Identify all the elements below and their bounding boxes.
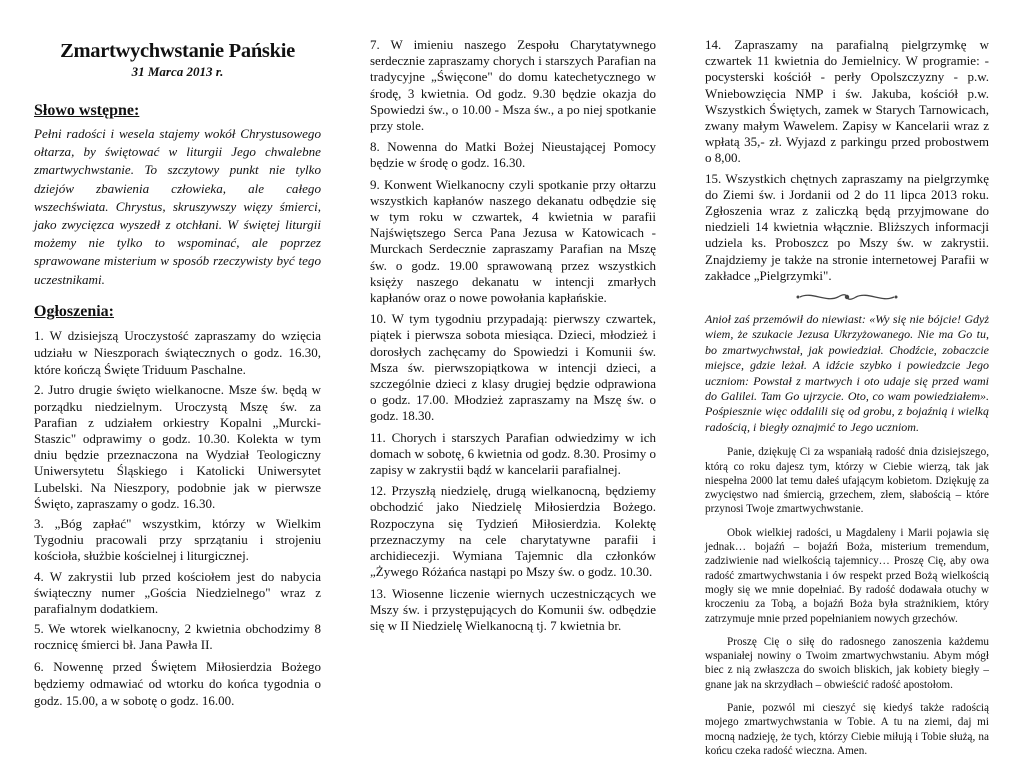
prayer-paragraph: Proszę Cię o siłę do radosnego zanoszenia każdemu wspaniałej nowiny o Twoim zmartwychwstaniu. Abym mógł biec z nią zwłaszcza do swoich bliskich, jak kobiety biegły – gnane jak na skrzydłach – obwieścić radość apostołom. <box>705 635 989 691</box>
announcement: 5. We wtorek wielkanocny, 2 kwietnia obchodzimy 8 rocznicę śmierci bł. Jana Pawła II. <box>34 621 321 653</box>
announcement: 4. W zakrystii lub przed kościołem jest do nabycia świąteczny numer „Gościa Niedzielnego" wraz z parafialnym dodatkiem. <box>34 568 321 617</box>
announcement: 15. Wszystkich chętnych zapraszamy na pielgrzymkę do Ziemi św. i Jordanii od 2 do 11 lipca 2013 roku. Zgłoszenia wraz z zaliczką będą przyjmowane do niedzieli 14 kwietnia włącznie. Bliższych informacji udziela ks. Proboszcz po Mszy św. w zakrystii. Znajdziemy je także na stronie internetowej Parafii w zakładce „Pielgrzymki". <box>705 170 989 283</box>
intro-heading: Słowo wstępne: <box>34 102 140 119</box>
announcement: 12. Przyszłą niedzielę, drugą wielkanocną, będziemy obchodzić jako Niedzielę Miłosierdzia Bożego. Rozpoczyna się Tydzień Miłosierdzia. Kolektę przeznaczymy na cele charytatywne parafii i archidiecezji. Wymiana Tajemnic dla członków „Żywego Różańca nastąpi po Mszy św. o godz. 10.30. <box>370 483 656 580</box>
announcement: 11. Chorych i starszych Parafian odwiedzimy w ich domach w sobotę, 6 kwietnia od godz. 8.30. Prosimy o zapisy w zakrystii bądź w kancelarii parafialnej. <box>370 429 656 478</box>
announcement: 14. Zapraszamy na parafialną pielgrzymkę w czwartek 11 kwietnia do Jemielnicy. W programie: - pocysterski kościół - perły Opolszczyzny - p.w. Wniebowzięcia NMP i św. Jakuba, kościół p.w. Wszystkich Świętych, zamek w Starych Tarnowicach, zwany małym Wawelem. Zapisy w Kancelarii wraz z wpłatą 35,- zł. Wyjazd z parkingu przed probostwem o 8,00. <box>705 37 989 166</box>
announcement: 13. Wiosenne liczenie wiernych uczestniczących we Mszy św. i przystępujących do Komunii św. odbędzie się w II Niedzielę Wielkanocną tj. 7 kwietnia br. <box>370 585 656 633</box>
announcement: 3. „Bóg zapłać" wszystkim, którzy w Wielkim Tygodniu pracowali przy sprzątaniu i strojeniu kościoła, służbie kościelnej i liturgicznej. <box>34 516 321 564</box>
announcement: 9. Konwent Wielkanocny czyli spotkanie przy ołtarzu wszystkich kapłanów naszego dekanatu odbędzie się w tym roku w czwartek, 4 kwietnia w parafii Najświętszego Serca Pana Jezusa w Katowicach - Murckach Serdecznie zapraszamy Parafian na Mszę św. o godz. 19.00 sprawowaną przez wszystkich księży naszego dekanatu w intencji zmarłych kapłanów oraz o nowe powołania kapłańskie. <box>370 176 656 306</box>
announcement: 7. W imieniu naszego Zespołu Charytatywnego serdecznie zapraszamy chorych i starszych Parafian na tradycyjne „Święcone" do domu katechetycznego w środę, 3 kwietnia. Od godz. 9.30 będzie okazja do Spowiedzi św., o 10.00 - Msza św., a po niej spotkanie przy stole. <box>370 37 656 134</box>
announcement: 1. W dzisiejszą Uroczystość zapraszamy do wzięcia udziału w Nieszporach świątecznych o godz. 16.30, które kończą Święte Triduum Paschalne. <box>34 327 321 378</box>
announcement: 8. Nowenna do Matki Bożej Nieustającej Pomocy będzie w środę o godz. 16.30. <box>370 139 656 171</box>
announcements-heading: Ogłoszenia: <box>34 302 114 320</box>
announcement: 2. Jutro drugie święto wielkanocne. Msze św. będą w porządku niedzielnym. Uroczystą Mszę św. za Parafian z udziałem orkiestry Kopalni „Murcki-Staszic" odprawimy o godz. 10.30. Kolekta w tym dniu będzie przeznaczona na Wydział Teologiczny Uniwersytetu Śląskiego i Katolicki Uniwersytet Lubelski. Na Nieszpory, podobnie jak w pierwsze Święto, zapraszamy o godz. 16.30. <box>34 382 321 511</box>
prayer-paragraph: Panie, pozwól mi cieszyć się kiedyś także radością mojego zmartwychwstania w Tobie. A tu na ziemi, daj mi mocną nadzieję, że tych, którzy Ciebie miłują i Tobie służą, na końcu czeka radość wieczna. Amen. <box>705 702 989 757</box>
ornament-divider-icon <box>705 290 989 309</box>
intro-text: Pełni radości i wesela stajemy wokół Chrystusowego ołtarza, by świętować w liturgii Jego chwalebne zmartwychwstanie. To szczytowy punkt nie tylko dziejów zbawienia człowieka, ale całego wszechświata. Chrystus, skruszywszy więzy śmierci, jako zwycięzca wyszedł z otchłani. W świętej liturgii możemy nie tylko to wspominać, ale poprzez sprawowane misterium w sposób rzeczywisty być tego uczestnikami. <box>34 126 321 287</box>
page-title: Zmartwychwstanie Pańskie <box>60 40 295 62</box>
prayer-paragraph: Obok wielkiej radości, u Magdaleny i Marii pojawia się jednak… bojaźń – bojaźń Boża, misterium tremendum, zadziwienie nad wielkością tajemnicy… Proszę Cię, aby owa radość zmartwychwstania i ów respekt przed Bożą wielkością mogły się we mnie dopełniać. By radość dodawała otuchy w kroczeniu za Tobą, a bojaźń Boża była strażnikiem, który zatrzymuje mnie przed popełnianiem nowych grzechów. <box>705 526 989 625</box>
column-right <box>705 0 989 767</box>
gospel-quote: Anioł zaś przemówił do niewiast: «Wy się nie bójcie! Gdyż wiem, że szukacie Jezusa Ukrzyżowanego. Nie ma Go tu, bo zmartwychwstał, jak powiedział. Chodźcie, zobaczcie miejsce, gdzie leżał. A idźcie szybko i powiedzcie Jego uczniom: Powstał z martwych i oto udaje się przed wami do Galilei. Tam Go ujrzycie. Oto, co wam powiedziałem». Pośpiesznie więc oddalili się od grobu, z bojaźnią i wielką radością, i biegły oznajmić to Jego uczniom. <box>705 312 989 434</box>
announcement: 10. W tym tygodniu przypadają: pierwszy czwartek, piątek i pierwsza sobota miesiąca. Dzieci, młodzież i dorosłych zachęcamy do Spowiedzi i Komunii św. Msza św. pierwszopiątkowa w intencji dzieci, a szczególnie dzieci z klasy drugiej będzie odprawiona o godz. 17.00. Młodzież zapraszamy na Mszę św. o godz. 18.30. <box>370 311 656 424</box>
date: 31 Marca 2013 r. <box>131 64 224 79</box>
column-left <box>34 0 321 713</box>
prayer-paragraph: Panie, dziękuję Ci za wspaniałą radość dnia dzisiejszego, którą co roku dajesz tym, którzy w Ciebie wierzą, tak jak niespełna 2000 lat temu dałeś ufającym kobietom. Dziękuję za zwycięstwo nad śmiercią, grzechem, złem, słabością – które przynosi Twoje zmartwychwstanie. <box>705 446 989 516</box>
column-middle <box>370 0 656 639</box>
announcement: 6. Nowennę przed Świętem Miłosierdzia Bożego będziemy odmawiać od wtorku do końca tygodnia o godz. 15.00, a w sobotę o godz. 16.00. <box>34 658 321 709</box>
